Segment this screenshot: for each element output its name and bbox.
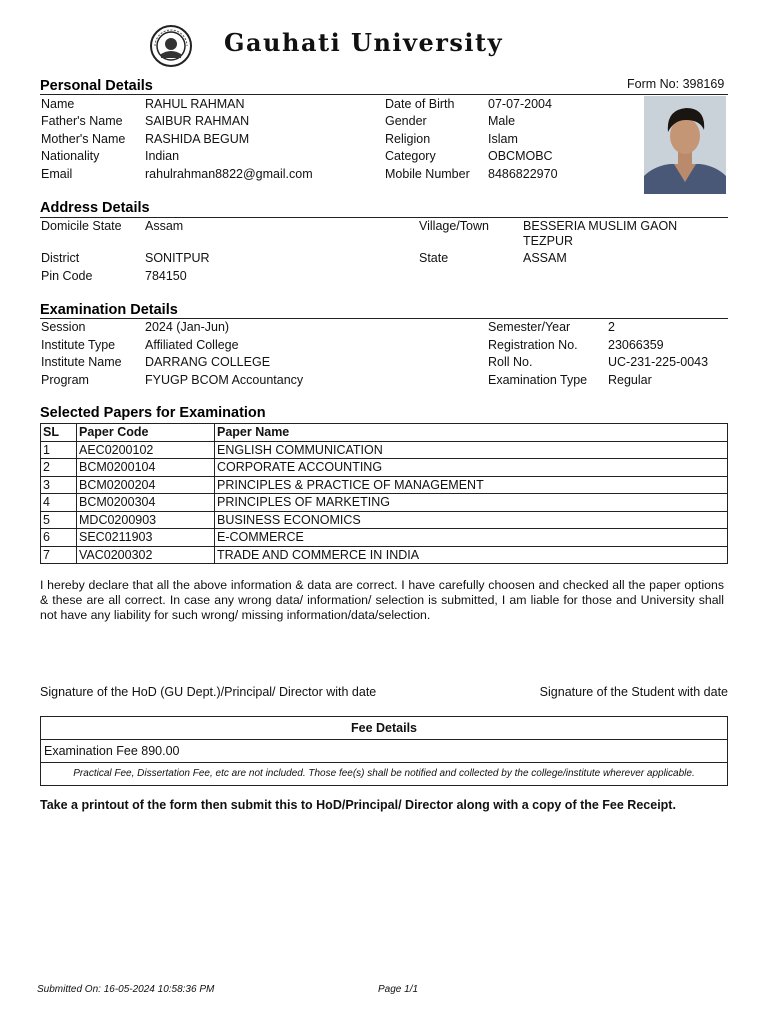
session-label: Session [41,320,86,334]
paper-code: VAC0200302 [77,546,215,564]
student-photo [644,96,726,194]
gender-label: Gender [385,114,427,128]
form-number: Form No: 398169 [627,77,725,91]
father-label: Father's Name [41,114,123,128]
email-value: rahulrahman8822@gmail.com [145,167,313,181]
paper-sl: 2 [41,459,77,477]
column-header-paper-code: Paper Code [77,424,215,442]
exam-type-value: Regular [608,373,652,387]
paper-name: PRINCIPLES & PRACTICE OF MANAGEMENT [215,476,728,494]
address-details-title: Address Details [40,200,150,216]
district-label: District [41,251,80,265]
name-value: RAHUL RAHMAN [145,97,245,111]
religion-value: Islam [488,132,518,146]
table-row [41,441,728,459]
category-value: OBCMOBC [488,149,553,163]
pin-value: 784150 [145,269,187,283]
religion-label: Religion [385,132,431,146]
state-label: State [419,251,449,265]
table-row [41,459,728,477]
table-row [41,511,728,529]
program-value: FYUGP BCOM Accountancy [145,373,304,387]
paper-code: MDC0200903 [77,511,215,529]
page-number: Page 1/1 [378,984,419,995]
paper-sl: 3 [41,476,77,494]
examination-details-title: Examination Details [40,302,178,318]
submission-instruction: Take a printout of the form then submit this to HoD/Principal/ Director along with a copy of the Fee Receipt. [40,798,676,812]
paper-sl: 4 [41,494,77,512]
paper-sl: 7 [41,546,77,564]
divider [40,217,728,218]
paper-name: PRINCIPLES OF MARKETING [215,494,728,512]
category-label: Category [385,149,436,163]
paper-code: BCM0200104 [77,459,215,477]
semester-label: Semester/Year [488,320,571,334]
institute-name-label: Institute Name [41,355,122,369]
university-name: Gauhati University [224,28,504,57]
paper-sl: 5 [41,511,77,529]
roll-value: UC-231-225-0043 [608,355,709,369]
paper-code: BCM0200204 [77,476,215,494]
divider [40,94,728,95]
column-header-paper-name: Paper Name [215,424,728,442]
paper-code: SEC0211903 [77,529,215,547]
declaration-text: I hereby declare that all the above information & data are correct. I have carefully choosen and checked all the paper options & these are all correct. In case any wrong data/ information/ selection is submitted, I am liable for those and University shall not have any liability for such wrong/ missing information/data/selection. [40,578,724,622]
name-label: Name [41,97,75,111]
paper-name: E-COMMERCE [215,529,728,547]
table-row [41,476,728,494]
selected-papers-title: Selected Papers for Examination [40,405,266,421]
paper-code: AEC0200102 [77,441,215,459]
institute-type-value: Affiliated College [145,338,239,352]
mobile-value: 8486822970 [488,167,558,181]
registration-label: Registration No. [488,338,578,352]
semester-value: 2 [608,320,615,334]
district-value: SONITPUR [145,251,210,265]
mobile-label: Mobile Number [385,167,470,181]
nationality-value: Indian [145,149,180,163]
personal-details-title: Personal Details [40,78,153,94]
paper-name: TRADE AND COMMERCE IN INDIA [215,546,728,564]
state-value: ASSAM [523,251,567,265]
paper-name: ENGLISH COMMUNICATION [215,441,728,459]
table-header-row [41,424,728,442]
table-row [41,529,728,547]
mother-value: RASHIDA BEGUM [145,132,250,146]
session-value: 2024 (Jan-Jun) [145,320,230,334]
fee-note: Practical Fee, Dissertation Fee, etc are not included. Those fee(s) shall be notified and collected by the college/institute wherever applicable. [73,768,695,779]
institute-name-value: DARRANG COLLEGE [145,355,271,369]
pin-label: Pin Code [41,269,93,283]
exam-type-label: Examination Type [488,373,588,387]
divider [40,318,728,319]
institute-type-label: Institute Type [41,338,116,352]
papers-table [40,423,728,564]
nationality-label: Nationality [41,149,100,163]
mother-label: Mother's Name [41,132,126,146]
registration-value: 23066359 [608,338,664,352]
village-value-line2: TEZPUR [523,234,573,248]
student-signature-label: Signature of the Student with date [539,685,728,699]
roll-label: Roll No. [488,355,533,369]
paper-name: BUSINESS ECONOMICS [215,511,728,529]
father-value: SAIBUR RAHMAN [145,114,250,128]
domicile-label: Domicile State [41,219,122,233]
dob-label: Date of Birth [385,97,455,111]
examination-fee: Examination Fee 890.00 [41,740,727,763]
fee-details-box [40,716,728,786]
submitted-on: Submitted On: 16-05-2024 10:58:36 PM [37,984,215,995]
paper-code: BCM0200304 [77,494,215,512]
village-value-line1: BESSERIA MUSLIM GAON [523,219,678,233]
table-row [41,494,728,512]
paper-sl: 1 [41,441,77,459]
table-row [41,546,728,564]
program-label: Program [41,373,89,387]
column-header-sl: SL [41,424,77,442]
paper-name: CORPORATE ACCOUNTING [215,459,728,477]
university-logo-icon [149,24,193,68]
domicile-value: Assam [145,219,184,233]
gender-value: Male [488,114,516,128]
paper-sl: 6 [41,529,77,547]
dob-value: 07-07-2004 [488,97,552,111]
village-label: Village/Town [419,219,489,233]
hod-signature-label: Signature of the HoD (GU Dept.)/Principal/ Director with date [40,685,377,699]
fee-details-title: Fee Details [41,717,727,740]
email-label: Email [41,167,73,181]
